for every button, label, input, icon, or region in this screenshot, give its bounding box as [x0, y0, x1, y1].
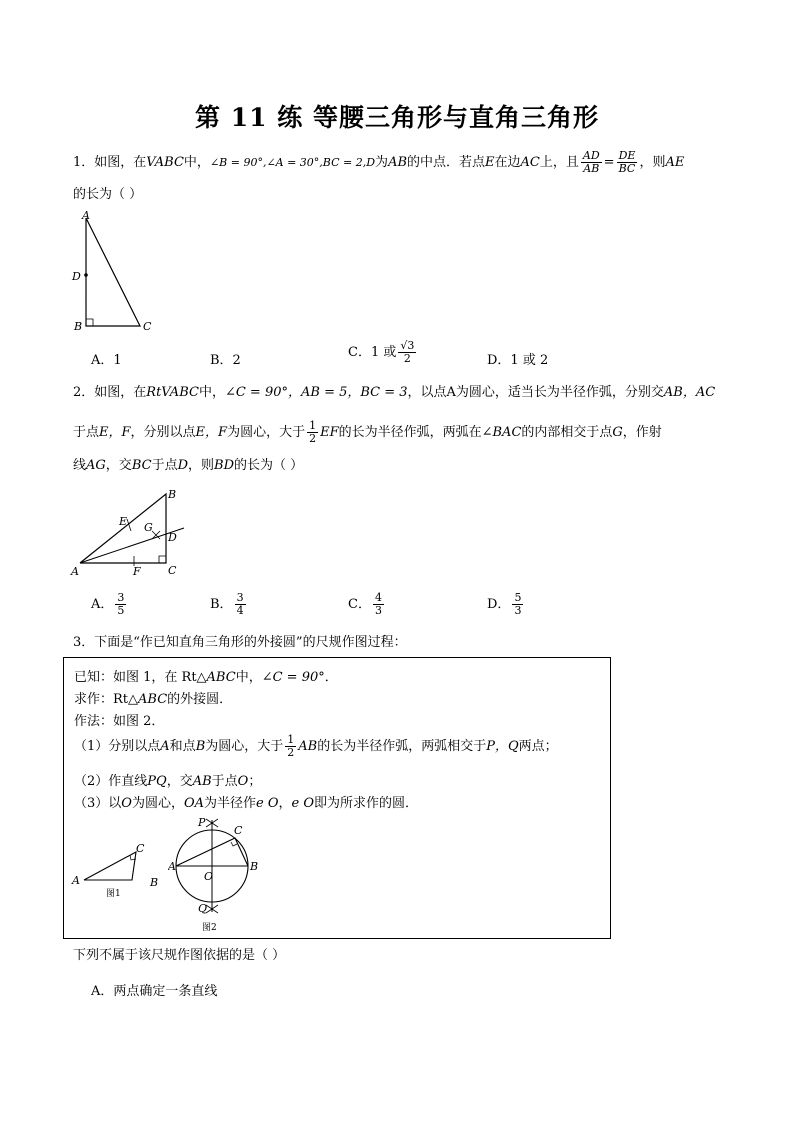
right-angle-mark [86, 319, 93, 326]
q3-text: P，Q [486, 739, 519, 754]
label-c: C [168, 564, 177, 577]
q3-text: （3）以 [74, 796, 122, 811]
label-b: B [74, 320, 83, 333]
option-fraction [235, 592, 246, 617]
q3-construction-box [63, 657, 611, 939]
q1-text: 1．如图，在 [73, 155, 147, 170]
option-fraction [373, 592, 384, 617]
q1-text: AE [665, 155, 685, 170]
q3-text: 为圆心， [131, 796, 184, 811]
q2-text: G [612, 425, 623, 440]
q1-text: AB [388, 155, 408, 170]
q2-text: 为圆心，大于 [227, 425, 306, 440]
q3-text: ABC [138, 692, 168, 707]
page-title: 第 11 练 等腰三角形与直角三角形 [195, 103, 599, 132]
q3-text: ， [278, 796, 292, 811]
q3-text: 为圆心，大于 [205, 739, 284, 754]
q2-option-a[interactable] [91, 592, 128, 617]
q1-text: AC [520, 155, 540, 170]
q1-line2: 的长为（ ） [73, 187, 143, 202]
q3-text: 于点 [211, 774, 238, 789]
q3-text: 即为所求作的圆． [314, 796, 419, 811]
q2-text: BD [214, 458, 235, 473]
q1-option-c[interactable] [348, 340, 418, 365]
q3-method: 作法：如图 2． [74, 714, 165, 729]
label-c: C [136, 842, 145, 855]
q2-condition: ∠C = 90°，AB = 5，BC = 3 [224, 385, 408, 400]
fraction-denominator: AB [583, 162, 600, 175]
q3-text: O [237, 774, 249, 789]
q3-question: 下列不属于该尺规作图依据的是（ ） [73, 948, 286, 963]
q2-option-c[interactable] [348, 592, 386, 617]
q2-text: ，分别以点 [130, 425, 196, 440]
q1-text: 中， [183, 155, 210, 170]
q3-step1 [74, 734, 558, 759]
q3-text: e O [291, 796, 315, 811]
q1-triangle [86, 218, 140, 326]
q2-text: 的长为半径作弧，两弧在 [338, 425, 482, 440]
label-a: A [82, 209, 90, 222]
option-text: D． [487, 597, 511, 612]
option-text: B． [210, 597, 233, 612]
label-c: C [143, 320, 152, 333]
q1-figure [68, 208, 168, 336]
q2-text: AB，AC [663, 385, 716, 400]
q3-text: 求作：Rt△ [74, 692, 139, 707]
q2-text: E，F [99, 425, 131, 440]
label-f: F [133, 565, 141, 578]
q3-text: 已知：如图 1，在 Rt△ [74, 670, 207, 685]
q1-text: 为 [375, 155, 389, 170]
q2-line2 [73, 420, 662, 445]
fraction-numerator: √3 [400, 339, 415, 352]
fraction-numerator: 4 [374, 591, 382, 604]
q3-intro: 3．下面是“作已知直角三角形的外接圆”的尺规作图过程： [73, 635, 407, 650]
q1-text: 上，且 [539, 155, 579, 170]
q2-text: EF [320, 425, 339, 440]
q3-text: ； [248, 774, 262, 789]
q3-text: O [121, 796, 132, 811]
q2-text: 于点 [73, 425, 100, 440]
label-o: O [204, 870, 214, 883]
q3-text: （2）作直线 [74, 774, 148, 789]
q1-text: 在边 [494, 155, 521, 170]
q2-text: 的长为（ ） [234, 458, 304, 473]
option-text: A． [91, 597, 114, 612]
q3-text: ∠C = 90° [261, 670, 325, 685]
equals-sign: = [603, 155, 615, 170]
fraction-numerator: 3 [117, 591, 125, 604]
label-g: G [144, 521, 153, 534]
q3-text: 两点； [518, 739, 558, 754]
fig1-caption: 图1 [106, 889, 121, 899]
q3-text: e O [256, 796, 279, 811]
fraction-denominator: 2 [403, 352, 411, 365]
fig2-caption: 图2 [202, 923, 217, 933]
q3-option-a[interactable]: A．两点确定一条直线 [91, 984, 218, 999]
q2-text: BC [131, 458, 152, 473]
q3-text: A [160, 739, 170, 754]
label-q: Q [198, 902, 208, 915]
q2-line1 [73, 384, 715, 402]
q2-text: ，交 [105, 458, 132, 473]
q3-known [74, 666, 338, 685]
q2-line3 [73, 457, 303, 475]
q1-text: VABC [146, 155, 184, 170]
option-fraction [512, 592, 523, 617]
fraction-numerator: DE [618, 149, 636, 162]
q3-figure-1 [70, 842, 170, 902]
fraction-denominator: 3 [374, 604, 382, 617]
q1-condition: ∠B = 90°,∠A = 30°,BC = 2,D [209, 156, 376, 169]
label-a: A [71, 565, 79, 578]
fraction-denominator: 4 [236, 604, 244, 617]
label-d: D [72, 270, 81, 283]
q3-text: AB [192, 774, 212, 789]
label-b: B [168, 488, 177, 501]
right-angle-mark [231, 842, 237, 846]
q2-triangle [80, 494, 166, 563]
fraction-numerator: 3 [236, 591, 244, 604]
q3-text: B [195, 739, 206, 754]
option-fraction [398, 340, 416, 365]
q1-text: E [485, 155, 495, 170]
q2-text: ，则 [188, 458, 215, 473]
q2-text: 2．如图，在 [73, 385, 147, 400]
fraction-denominator: BC [618, 162, 636, 175]
q1-fraction-de-bc [617, 150, 638, 175]
option-text: C． [348, 597, 371, 612]
q3-text: 的外接圆． [167, 692, 233, 707]
point-d [84, 273, 88, 277]
q3-figure-2 [168, 814, 278, 936]
fig1-triangle [84, 852, 136, 880]
label-a: A [72, 874, 80, 887]
label-a: A [168, 860, 176, 873]
fraction-numerator: 1 [309, 419, 317, 432]
q1-option-a[interactable]: A．1 [91, 353, 122, 368]
fraction-numerator: 5 [514, 591, 522, 604]
q3-text: 和点 [169, 739, 196, 754]
q2-fraction-half [307, 420, 318, 445]
q3-text: 中， [235, 670, 262, 685]
q2-option-d[interactable] [487, 592, 525, 617]
option-text: C．1 或 [348, 345, 397, 360]
fraction-denominator: 5 [117, 604, 125, 617]
q2-text: 中， [198, 385, 225, 400]
q2-text: E，F [195, 425, 228, 440]
q1-option-b[interactable]: B．2 [210, 353, 241, 368]
fraction-numerator: AD [582, 149, 600, 162]
q3-text: （1）分别以点 [74, 739, 161, 754]
label-c: C [234, 824, 243, 837]
q3-step3 [74, 792, 418, 811]
right-angle-mark [159, 556, 166, 563]
q3-text: OA [183, 796, 205, 811]
q2-text: ，以点A为圆心，适当长为半径作弧，分别交 [407, 385, 664, 400]
label-b: B [150, 876, 159, 889]
label-e: E [119, 515, 128, 528]
q3-text: 的长为半径作弧，两弧相交于 [317, 739, 487, 754]
q3-text: PQ [147, 774, 167, 789]
q2-text: D [177, 458, 189, 473]
q1-text: ，则 [639, 155, 666, 170]
q2-option-b[interactable] [210, 592, 248, 617]
q3-fraction-half [285, 734, 296, 759]
label-d: D [168, 531, 177, 544]
q3-text: 为半径作 [204, 796, 257, 811]
q2-text: RtVABC [146, 385, 199, 400]
option-fraction [115, 592, 126, 617]
fraction-denominator: 2 [287, 746, 295, 759]
q3-text: ，交 [166, 774, 193, 789]
fraction-numerator: 1 [287, 733, 295, 746]
q2-text: 于点 [151, 458, 178, 473]
q2-text: AG [86, 458, 106, 473]
q3-text: ． [324, 670, 338, 685]
q3-text: ABC [206, 670, 236, 685]
q2-figure [70, 486, 195, 578]
q1-text: 的中点．若点 [407, 155, 486, 170]
fraction-denominator: 2 [309, 432, 317, 445]
fraction-denominator: 3 [514, 604, 522, 617]
label-b: B [250, 860, 259, 873]
q1-line1 [73, 150, 684, 175]
q3-step2 [74, 770, 261, 789]
q2-text: ∠BAC [481, 425, 522, 440]
label-p: P [198, 816, 206, 829]
q2-text: ，作射 [622, 425, 662, 440]
q3-goal [74, 688, 232, 707]
q1-option-d[interactable]: D．1 或 2 [487, 353, 549, 368]
q2-text: 线 [73, 458, 87, 473]
q2-text: 的内部相交于点 [521, 425, 613, 440]
q1-fraction-ad-ab [581, 150, 602, 175]
q3-text: AB [298, 739, 318, 754]
